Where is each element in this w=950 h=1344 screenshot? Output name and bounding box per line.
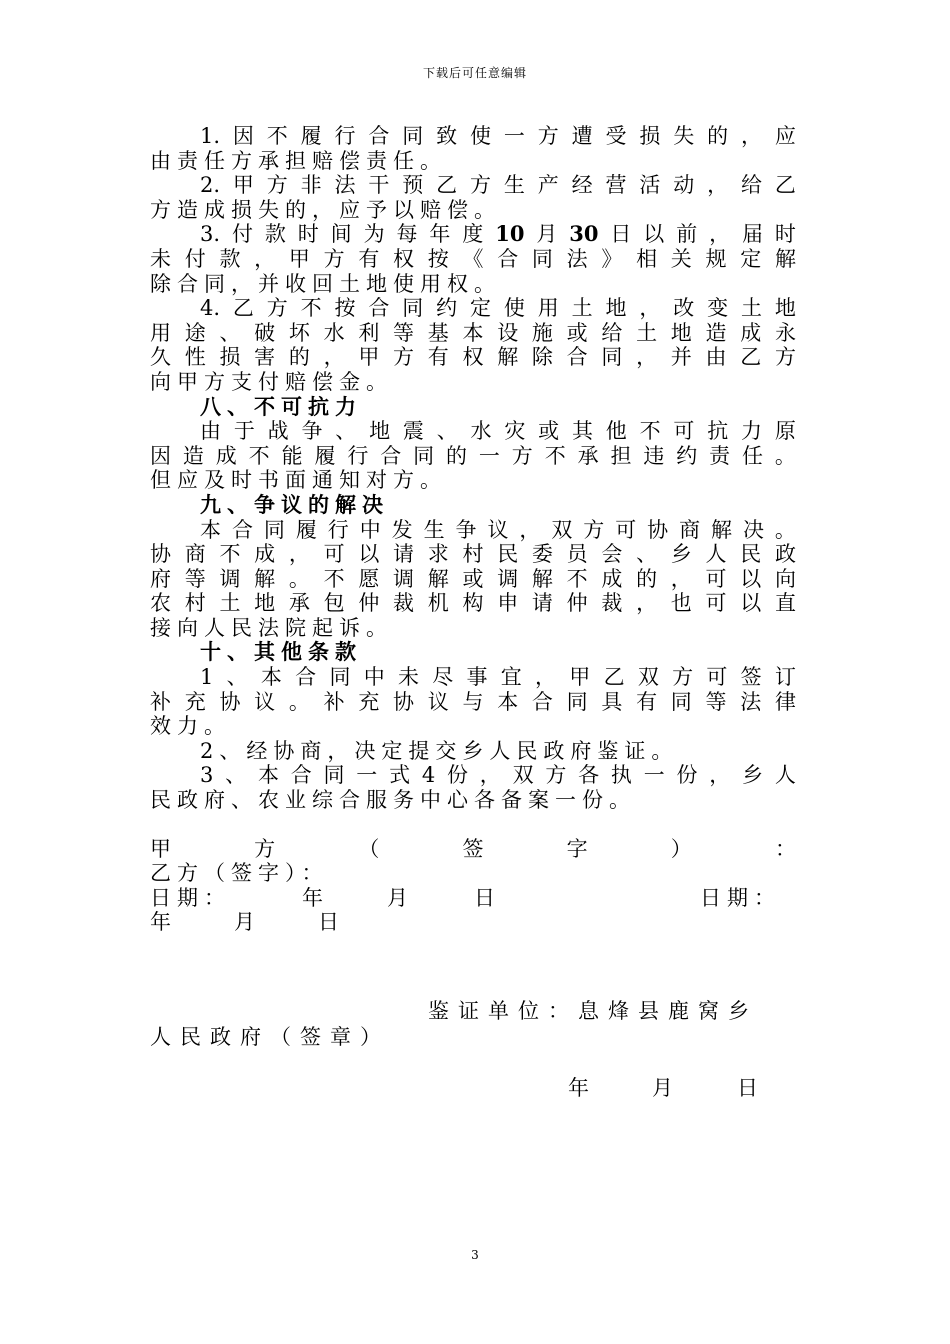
date-year-2: 年 xyxy=(150,910,171,935)
body-line: 1. 因 不 履 行 合 同 致 使 一 方 遭 受 损 失 的 ， 应 xyxy=(200,124,796,148)
body-line: 3. 付 款 时 间 为 每 年 度 10 月 30 日 以 前 ， 届 时 xyxy=(200,221,796,247)
body-line: 但应及时书面通知对方。 xyxy=(150,468,447,493)
body-line: 2. 甲 方 非 法 干 预 乙 方 生 产 经 营 活 动 ， 给 乙 xyxy=(200,173,796,198)
body-line: 未 付 款 ， 甲 方 有 权 按 《 合 同 法 》 相 关 规 定 解 xyxy=(150,246,796,271)
body-line: 效力。 xyxy=(150,714,231,739)
section-heading: 八、不可抗力 xyxy=(200,393,362,419)
body-line: 用 途 、 破 坏 水 利 等 基 本 设 施 或 给 土 地 造 成 永 xyxy=(150,320,796,345)
body-line: 由 于 战 争 、 地 震 、 水 灾 或 其 他 不 可 抗 力 原 xyxy=(200,419,796,444)
body-line: 协 商 不 成 ， 可 以 请 求 村 民 委 员 会 、 乡 人 民 政 xyxy=(150,542,796,567)
body-line: 向甲方支付赔偿金。 xyxy=(150,369,393,394)
party-b-signature-line: 乙方（签字）： xyxy=(150,861,329,886)
seal-line-2: 人民政府（签章） xyxy=(150,1025,390,1049)
signature-date-row-2 xyxy=(150,910,796,935)
date-label-right: 日期： xyxy=(700,885,781,910)
body-line: 由责任方承担赔偿责任。 xyxy=(150,148,447,173)
date-month-2: 月 xyxy=(234,910,255,935)
seal-block xyxy=(150,995,796,1047)
body-line: 因 造 成 不 能 履 行 合 同 的 一 方 不 承 担 违 约 责 任 。 xyxy=(150,443,796,468)
date-day: 日 xyxy=(474,885,501,910)
body-line: 方造成损失的，应予以赔偿。 xyxy=(150,197,501,222)
section-heading: 十、其他条款 xyxy=(200,639,362,665)
date-month: 月 xyxy=(387,885,414,910)
body-line: 4. 乙 方 不 按 合 同 约 定 使 用 土 地 ， 改 变 土 地 xyxy=(200,296,796,321)
body-line: 久 性 损 害 的 ， 甲 方 有 权 解 除 合 同 ， 并 由 乙 方 xyxy=(150,345,796,370)
body-line: 补 充 协 议 。 补 充 协 议 与 本 合 同 具 有 同 等 法 律 xyxy=(150,689,796,714)
date-year: 年 xyxy=(302,885,329,910)
contract-body xyxy=(150,124,796,935)
body-line: 民政府、农业综合服务中心各备案一份。 xyxy=(150,788,636,813)
page-header: 下载后可任意编辑 xyxy=(422,66,527,80)
page-number: 3 xyxy=(471,1248,479,1262)
seal-line-1 xyxy=(150,995,796,1021)
section-heading: 九、争议的解决 xyxy=(200,491,389,517)
body-line: 府 等 调 解 。 不 愿 调 解 或 调 解 不 成 的 ， 可 以 向 xyxy=(150,566,796,591)
body-line: 农 村 土 地 承 包 仲 裁 机 构 申 请 仲 裁 ， 也 可 以 直 xyxy=(150,591,796,616)
body-line: 1 、 本 合 同 中 未 尽 事 宜 ， 甲 乙 双 方 可 签 订 xyxy=(200,665,796,690)
seal-unit-text: 鉴证单位：息烽县鹿窝乡 xyxy=(428,999,758,1023)
body-line: 2、经协商，决定提交乡人民政府鉴证。 xyxy=(200,738,679,763)
date-day-2: 日 xyxy=(318,910,339,935)
seal-date-day: 日 xyxy=(737,1076,758,1100)
seal-date-month: 月 xyxy=(652,1076,673,1100)
body-line: 本 合 同 履 行 中 发 生 争 议 ， 双 方 可 协 商 解 决 。 xyxy=(200,517,796,542)
body-line: 除合同，并收回土地使用权。 xyxy=(150,271,501,296)
date-label-left: 日期： xyxy=(150,885,231,910)
seal-date-year: 年 xyxy=(568,1076,589,1100)
body-line: 3 、 本 合 同 一 式 4 份 ， 双 方 各 执 一 份 ， 乡 人 xyxy=(200,763,796,788)
body-line: 接向人民法院起诉。 xyxy=(150,615,393,640)
party-a-signature-line: 甲 方 （ 签 字 ） ： xyxy=(150,836,796,861)
signature-date-row xyxy=(150,886,796,911)
